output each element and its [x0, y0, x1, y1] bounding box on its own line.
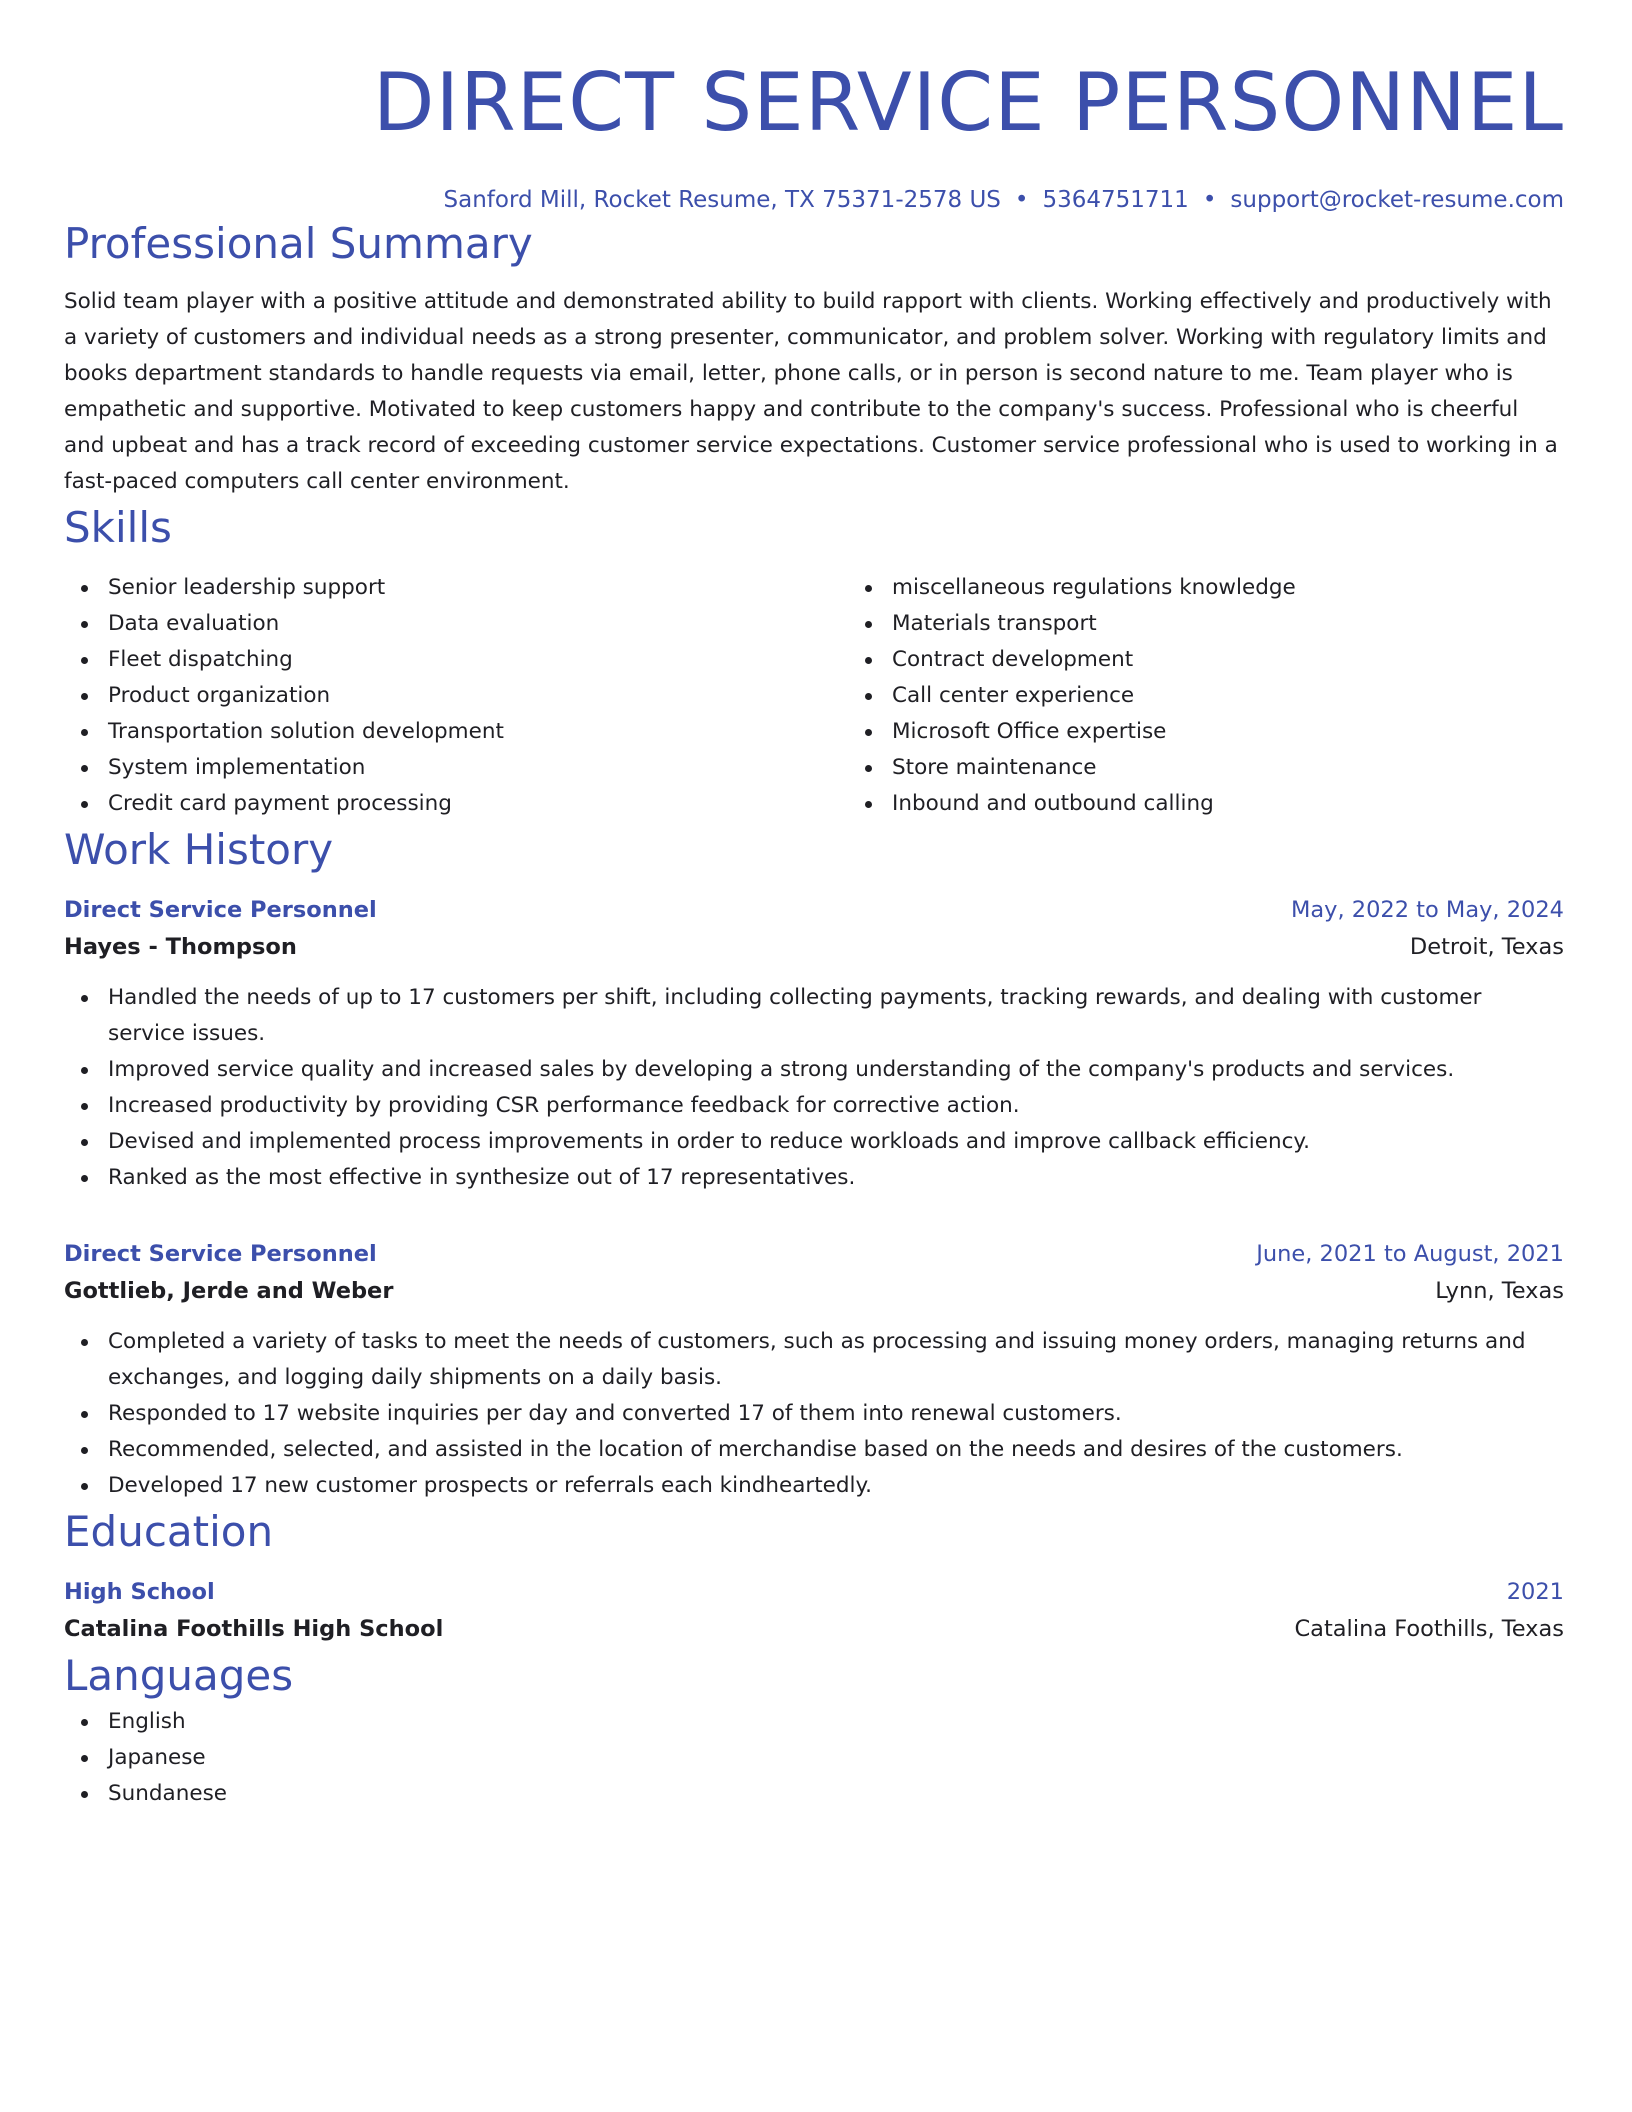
contact-separator: •	[1014, 187, 1029, 213]
skill-item: Product organization	[108, 678, 848, 714]
job-duty: Increased productivity by providing CSR performance feedback for corrective action.	[108, 1088, 1564, 1124]
job-employer: Hayes - Thompson	[64, 934, 297, 960]
languages-heading: Languages	[64, 1651, 294, 1700]
job-entry	[64, 1236, 1564, 1504]
contact-email: support@rocket-resume.com	[1230, 187, 1564, 213]
job-duty: Recommended, selected, and assisted in the location of merchandise based on the needs and desires of the customers.	[108, 1432, 1564, 1468]
education-year: 2021	[1506, 1579, 1564, 1605]
contact-separator: •	[1202, 187, 1217, 213]
skills-list-left	[64, 570, 848, 822]
job-duty: Responded to 17 website inquiries per day and converted 17 of them into renewal customers.	[108, 1396, 1564, 1432]
job-duty: Improved service quality and increased sales by developing a strong understanding of the company's products and services.	[108, 1052, 1564, 1088]
language-item: English	[108, 1704, 1564, 1740]
education-heading: Education	[64, 1507, 274, 1556]
skill-item: Store maintenance	[892, 750, 1632, 786]
skill-item: Data evaluation	[108, 606, 848, 642]
skill-item: Credit card payment processing	[108, 786, 848, 822]
resume-header	[64, 52, 1564, 216]
education-location: Catalina Foothills, Texas	[1294, 1616, 1564, 1642]
work-history-heading: Work History	[64, 825, 334, 874]
skills-heading: Skills	[64, 503, 172, 552]
job-role: Direct Service Personnel	[64, 897, 377, 923]
job-entry	[64, 892, 1564, 1196]
skill-item: System implementation	[108, 750, 848, 786]
job-duty: Devised and implemented process improvements in order to reduce workloads and improve callback efficiency.	[108, 1124, 1564, 1160]
job-duty: Handled the needs of up to 17 customers per shift, including collecting payments, tracking rewards, and dealing with customer service issues.	[108, 980, 1564, 1052]
job-dates: June, 2021 to August, 2021	[1256, 1241, 1564, 1267]
education-degree-row	[64, 1574, 1564, 1610]
skill-item: Materials transport	[892, 606, 1632, 642]
job-duties-list	[64, 980, 1564, 1196]
job-employer: Gottlieb, Jerde and Weber	[64, 1278, 394, 1304]
skills-columns	[64, 570, 1564, 822]
education-school: Catalina Foothills High School	[64, 1616, 444, 1642]
languages-list	[64, 1704, 1564, 1812]
job-duty: Developed 17 new customer prospects or referrals each kindheartedly.	[108, 1468, 1564, 1504]
job-role: Direct Service Personnel	[64, 1241, 377, 1267]
job-location: Lynn, Texas	[1435, 1278, 1564, 1304]
contact-phone: 5364751711	[1042, 187, 1189, 213]
skill-item: Fleet dispatching	[108, 642, 848, 678]
education-school-row	[64, 1610, 1564, 1648]
language-item: Japanese	[108, 1740, 1564, 1776]
job-title-row	[64, 1236, 1564, 1272]
summary-heading: Professional Summary	[64, 219, 533, 268]
contact-address: Sanford Mill, Rocket Resume, TX 75371-2578 US	[443, 187, 1001, 213]
job-duties-list	[64, 1324, 1564, 1504]
job-duty: Ranked as the most effective in synthesize out of 17 representatives.	[108, 1160, 1564, 1196]
education-entry	[64, 1574, 1564, 1648]
skill-item: Microsoft Office expertise	[892, 714, 1632, 750]
contact-line	[64, 184, 1564, 216]
skills-section	[64, 500, 1564, 822]
job-employer-row	[64, 928, 1564, 966]
languages-section	[64, 1648, 1564, 1812]
job-duty: Completed a variety of tasks to meet the needs of customers, such as processing and issuing money orders, managing returns and exchanges, and logging daily shipments on a daily basis.	[108, 1324, 1564, 1396]
skill-item: Call center experience	[892, 678, 1632, 714]
skill-item: Transportation solution development	[108, 714, 848, 750]
job-title-row	[64, 892, 1564, 928]
summary-section	[64, 216, 1564, 500]
summary-text: Solid team player with a positive attitude and demonstrated ability to build rapport with clients. Working effectively and productively with a variety of customers and individual needs as a strong presenter, communicator, and problem solver. Working with regulatory limits and books department standards to handle requests via email, letter, phone calls, or in person is second nature to me. Team player who is empathetic and supportive. Motivated to keep customers happy and contribute to the company's success. Professional who is cheerful and upbeat and has a track record of exceeding customer service expectations. Customer service professional who is used to working in a fast-paced computers call center environment.	[64, 289, 1558, 494]
job-employer-row	[64, 1272, 1564, 1310]
job-location: Detroit, Texas	[1409, 934, 1564, 960]
skill-item: Inbound and outbound calling	[892, 786, 1632, 822]
job-dates: May, 2022 to May, 2024	[1290, 897, 1564, 923]
language-item: Sundanese	[108, 1776, 1564, 1812]
education-section	[64, 1504, 1564, 1648]
skills-list-right	[848, 570, 1632, 822]
skill-item: Contract development	[892, 642, 1632, 678]
skill-item: Senior leadership support	[108, 570, 848, 606]
skill-item: miscellaneous regulations knowledge	[892, 570, 1632, 606]
education-degree: High School	[64, 1579, 215, 1605]
candidate-name: DIRECT SERVICE PERSONNEL	[372, 56, 1564, 149]
work-history-section	[64, 822, 1564, 1504]
